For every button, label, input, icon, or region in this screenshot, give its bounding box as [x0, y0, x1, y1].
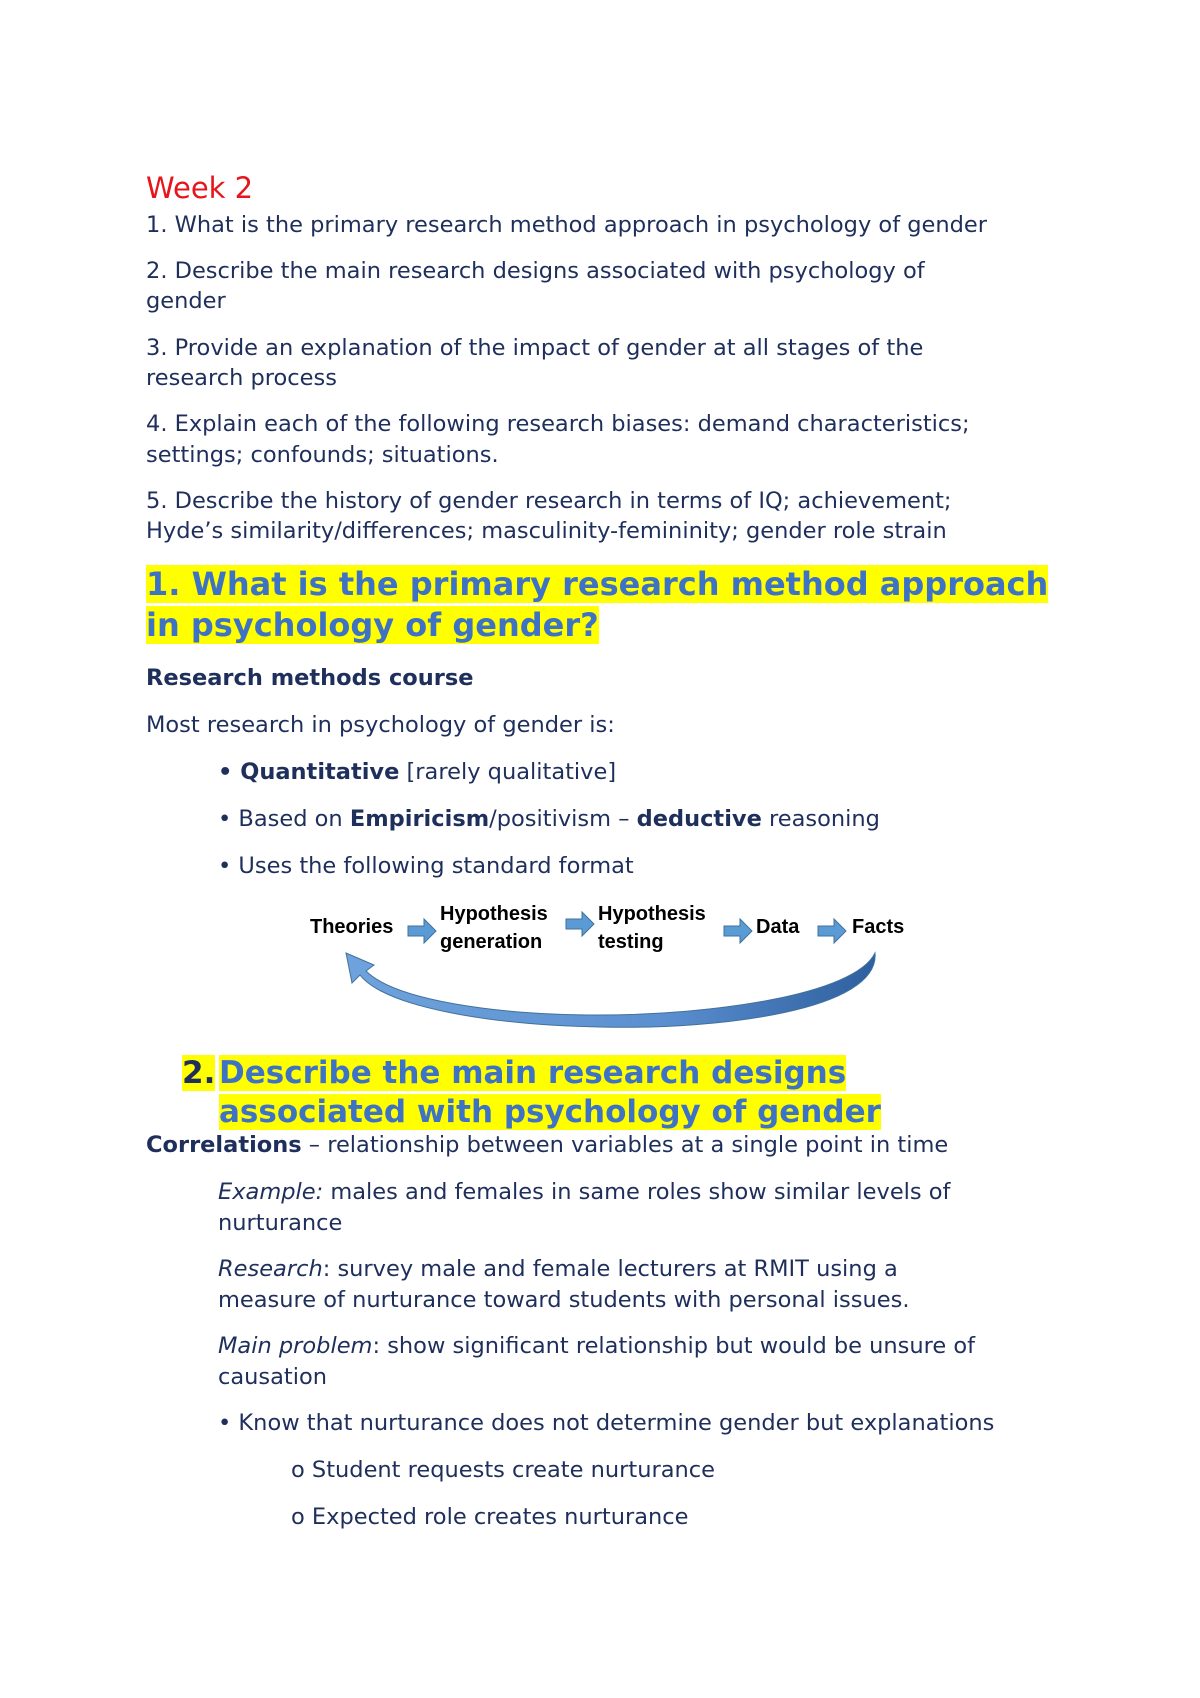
diagram-data: Data — [756, 916, 800, 938]
question-3-line-2: research process — [146, 365, 337, 391]
diagram-hypothesis-testing-line-1: Hypothesis — [598, 903, 706, 925]
problem-line-2: causation — [218, 1364, 328, 1390]
research-process-diagram — [300, 895, 920, 1045]
research-line-2: measure of nurturance toward students with personal issues. — [218, 1287, 910, 1313]
question-4-line-1: 4. Explain each of the following research biases: demand characteristics; — [146, 411, 970, 437]
section-1-heading-line-2: in psychology of gender? — [146, 606, 599, 644]
example-line-2: nurturance — [218, 1210, 343, 1236]
diagram-theories: Theories — [310, 916, 394, 938]
example-line-1: Example: males and females in same roles show similar levels of — [218, 1179, 951, 1205]
sub-bullet-student-requests: o Student requests create nurturance — [291, 1457, 715, 1483]
question-2-line-1: 2. Describe the main research designs associated with psychology of — [146, 258, 925, 284]
diagram-hypothesis-testing-line-2: testing — [598, 931, 664, 953]
bullet-empiricism: • Based on Empiricism/positivism – deductive reasoning — [218, 806, 880, 832]
arrow-right-icon — [818, 919, 846, 943]
question-5-line-2: Hyde’s similarity/differences; masculinity-femininity; gender role strain — [146, 518, 947, 544]
question-5-line-1: 5. Describe the history of gender research in terms of IQ; achievement; — [146, 488, 952, 514]
question-2-line-2: gender — [146, 288, 226, 314]
arrow-right-icon — [724, 919, 752, 943]
bullet-nurturance: • Know that nurturance does not determine gender but explanations — [218, 1410, 995, 1436]
research-line-1: Research: survey male and female lecturers at RMIT using a — [218, 1256, 898, 1282]
bullet-quantitative: • Quantitative [rarely qualitative] — [218, 759, 617, 785]
question-3-line-1: 3. Provide an explanation of the impact of gender at all stages of the — [146, 335, 924, 361]
section-2-heading-line-1: Describe the main research designs — [219, 1055, 847, 1091]
section-1-heading-line-1: 1. What is the primary research method approach — [146, 565, 1049, 603]
correlations-line: Correlations – relationship between variables at a single point in time — [146, 1132, 949, 1158]
section-2-number: 2. — [182, 1055, 216, 1091]
section-2-heading-line-2: associated with psychology of gender — [219, 1094, 881, 1130]
arrow-right-icon — [566, 912, 594, 936]
problem-line-1: Main problem: show significant relationship but would be unsure of — [218, 1333, 976, 1359]
question-4-line-2: settings; confounds; situations. — [146, 442, 499, 468]
diagram-hypothesis-generation-line-2: generation — [440, 931, 543, 953]
section-1-subheading: Research methods course — [146, 665, 474, 691]
section-1-intro: Most research in psychology of gender is: — [146, 712, 615, 738]
sub-bullet-expected-role: o Expected role creates nurturance — [291, 1504, 689, 1530]
week-title: Week 2 — [146, 171, 254, 205]
feedback-curve-arrow-icon — [346, 953, 875, 1027]
bullet-standard-format: • Uses the following standard format — [218, 853, 634, 879]
diagram-hypothesis-generation-line-1: Hypothesis — [440, 903, 548, 925]
question-1: 1. What is the primary research method approach in psychology of gender — [146, 212, 988, 238]
diagram-facts: Facts — [852, 916, 905, 938]
arrow-right-icon — [408, 919, 436, 943]
